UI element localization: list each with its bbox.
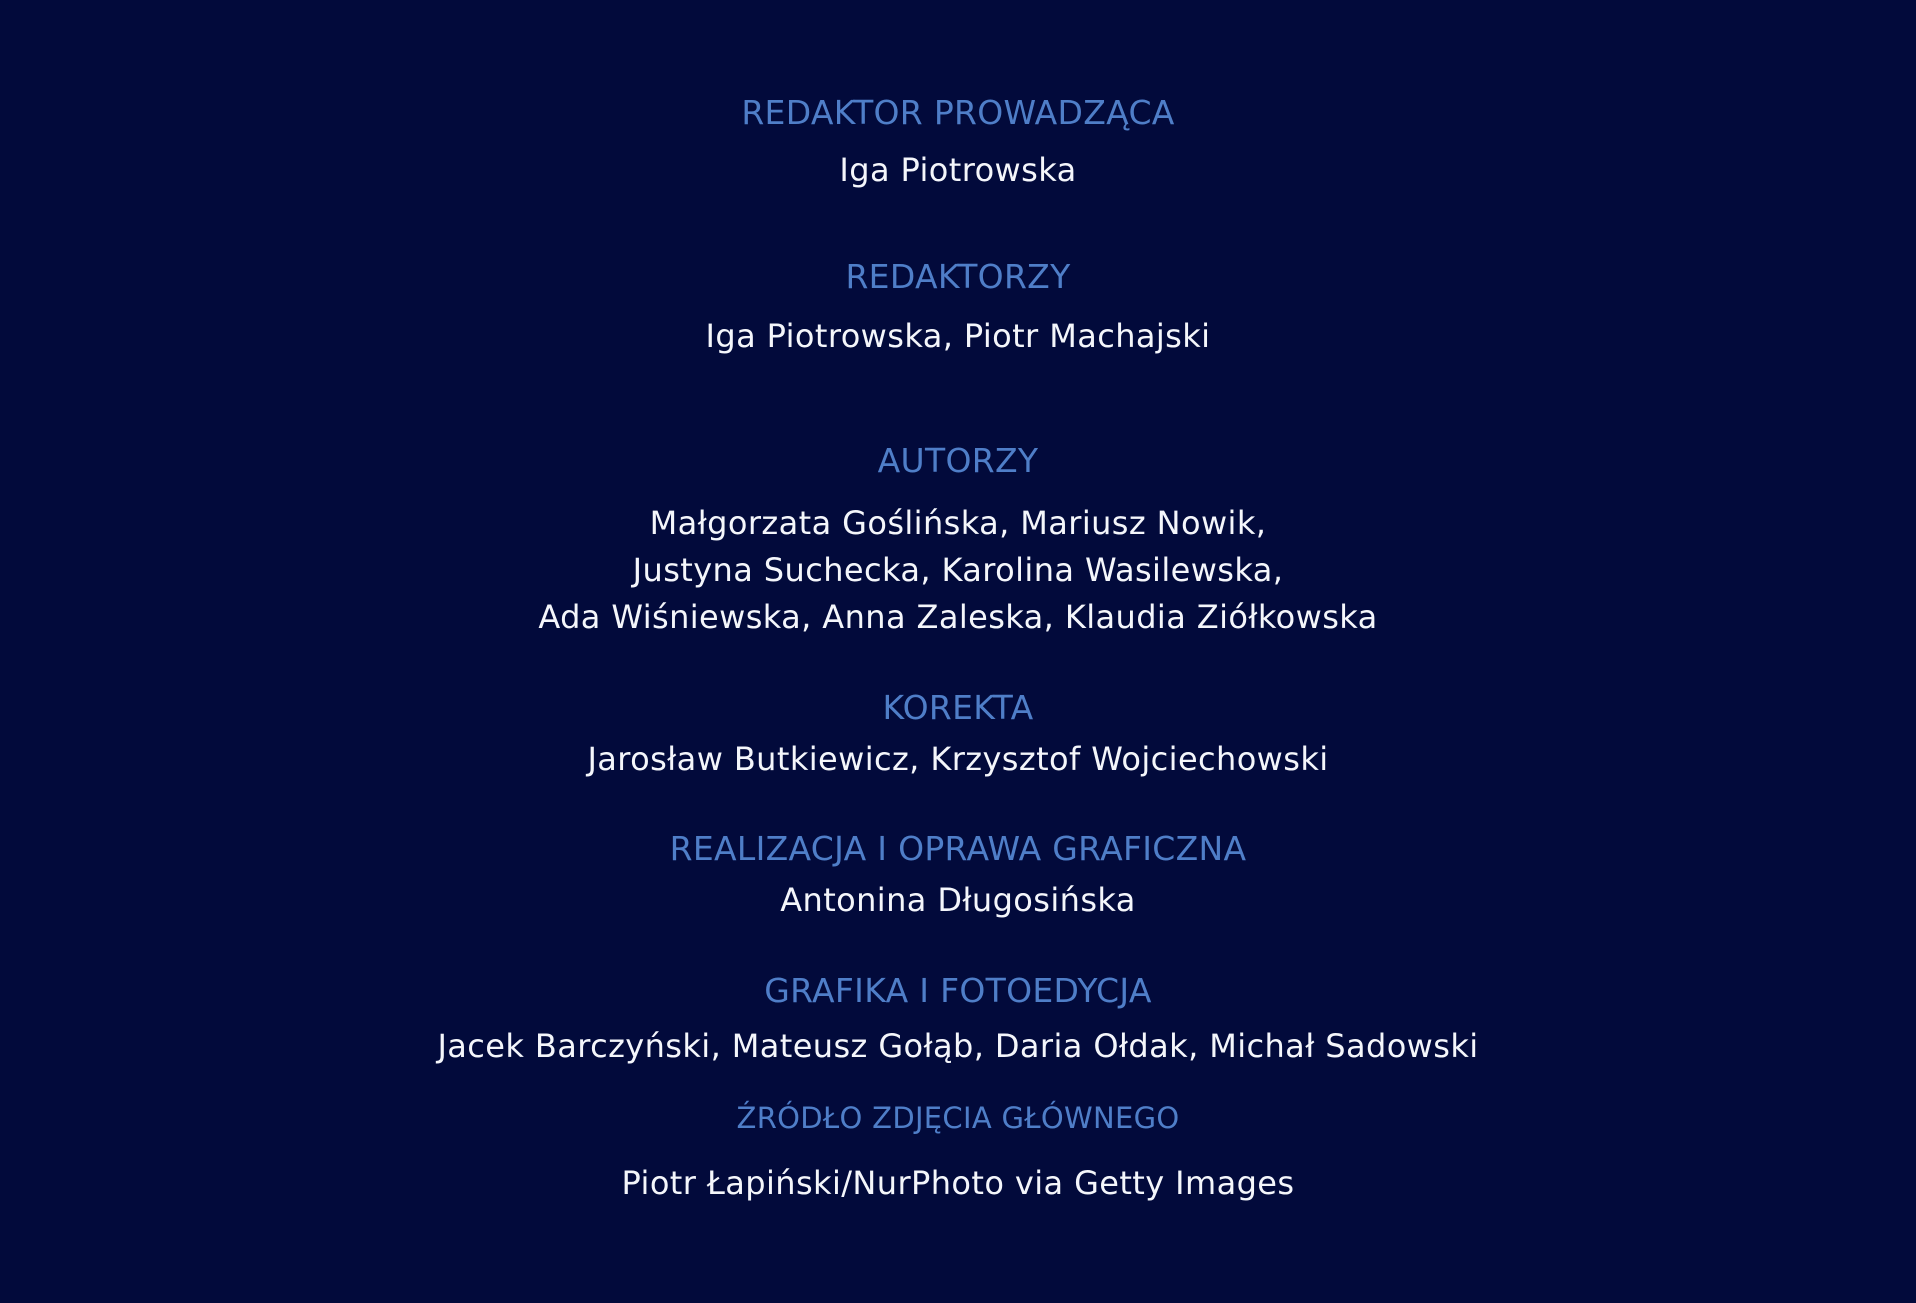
heading-managing-editor: REDAKTOR PROWADZĄCA: [741, 93, 1175, 132]
heading-production-design: REALIZACJA I OPRAWA GRAFICZNA: [669, 829, 1247, 868]
proofreading-names: Jarosław Butkiewicz, Krzysztof Wojciechowski: [587, 740, 1329, 778]
managing-editor-names: Iga Piotrowska: [839, 151, 1077, 189]
authors-line-1: Małgorzata Goślińska, Mariusz Nowik,: [649, 504, 1267, 542]
graphics-photo-editing-names: Jacek Barczyński, Mateusz Gołąb, Daria Ołdak, Michał Sadowski: [437, 1027, 1479, 1065]
heading-graphics-photo-editing: GRAFIKA I FOTOEDYCJA: [764, 971, 1152, 1010]
authors-line-2: Justyna Suchecka, Karolina Wasilewska,: [632, 551, 1284, 589]
heading-main-photo-source: ŹRÓDŁO ZDJĘCIA GŁÓWNEGO: [736, 1101, 1180, 1135]
heading-proofreading: KOREKTA: [882, 688, 1034, 727]
authors-line-3: Ada Wiśniewska, Anna Zaleska, Klaudia Ziółkowska: [538, 598, 1378, 636]
editors-names: Iga Piotrowska, Piotr Machajski: [705, 317, 1211, 355]
heading-editors: REDAKTORZY: [845, 257, 1071, 296]
main-photo-source-names: Piotr Łapiński/NurPhoto via Getty Images: [621, 1164, 1295, 1202]
heading-authors: AUTORZY: [877, 441, 1039, 480]
production-design-names: Antonina Długosińska: [780, 881, 1136, 919]
